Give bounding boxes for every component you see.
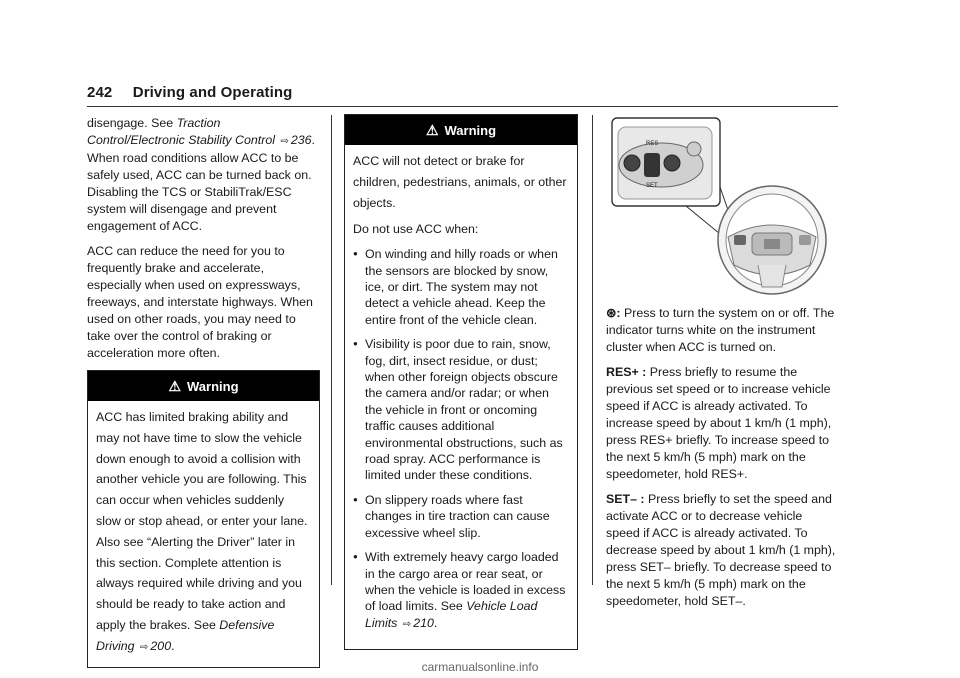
reference-link[interactable]: Vehicle Load Limits [365,599,538,630]
paragraph-disengage: disengage. See Traction Control/Electronic Stability Control ⇨ 236. When road conditions allow ACC to be safely used, ACC can be turned back on. Disabling the TCS or StabiliTrak/ESC system will disengage and prevent engagement of ACC. [87,116,315,233]
warning-paragraph: ACC will not detect or brake for children, pedestrians, animals, or other objects. [353,154,567,210]
page-arrow-icon: ⇨ [140,641,149,653]
set-label: SET– : [606,492,645,506]
onoff-description: ⊛: Press to turn the system on or off. The indicator turns white on the instrument cluster when ACC is turned on. [606,306,835,354]
page-number: 242 [87,84,113,101]
steering-wheel-illustration [606,115,838,295]
list-item: ● Visibility is poor due to rain, snow, fog, dirt, insect residue, or dust; when other foreign objects obscure the camera and/or radar; or when the vehicle in front or oncoming traffic causes additional environmental obstructions, such as road spray. ACC performance is limited under these conditions. [353,336,569,484]
paragraph-acc-reduce: ACC can reduce the need for you to frequently brake and accelerate, especially when used on expressways, freeways, and interstate highways. When used on other roads, you may need to take over the control of braking or acceleration more often. [87,244,313,360]
warning-header: ⚠ Warning [88,371,319,401]
column-divider [331,115,332,585]
warning-paragraph: Do not use ACC when: [353,222,479,237]
page-arrow-icon: ⇨ [402,618,412,630]
res-description: RES+ : Press briefly to resume the previous set speed or to increase vehicle speed if ACC is already activated. To increase speed by about 1 km/h (1 mph), press RES+ briefly. To increase speed to the next 5 km/h (5 mph) mark on the speedometer, hold RES+. [606,365,832,481]
column-divider [592,115,593,585]
warning-box [344,114,578,650]
reference-link[interactable]: Defensive Driving [96,617,275,653]
figure-res-label: RES [646,141,659,147]
warning-triangle-icon: ⚠ [425,122,439,138]
list-item: ● With extremely heavy cargo loaded in the cargo area or rear seat, or when the vehicle is loaded in excess of load limits. See Vehicle Load Limits ⇨ 210. [353,549,569,633]
reference-link[interactable]: Traction Control/Electronic Stability Control [87,116,276,147]
list-item: ● On winding and hilly roads or when the sensors are blocked by snow, ice, or dirt. The system may not detect a vehicle ahead. Keep the entire front of the vehicle clean. [353,246,569,328]
list-item: ● On slippery roads where fast changes in tire traction can cause excessive wheel slip. [353,492,569,541]
footer-watermark: carmanualsonline.info [421,660,539,674]
warning-body: ACC has limited braking ability and may not have time to slow the vehicle down enough to avoid a collision with another vehicle you are following. This can occur when vehicles suddenly slow or stop ahead, or enter your lane. Also see “Alerting the Driver” later in this section. Complete attention is always required while driving and you should be ready to take action and apply the brakes. See Defensive Driving ⇨ 200. [96,410,308,653]
warning-body [345,145,577,649]
set-description: SET– : Press briefly to set the speed and activate ACC or to decrease vehicle speed if ACC is already activated. To decrease speed by about 1 km/h (1 mph), press SET– briefly. To decrease speed to the next 5 km/h (5 mph) mark on the speedometer, hold SET–. [606,492,836,608]
page-header [87,84,838,107]
column-right [606,115,838,618]
warning-box [87,370,320,668]
figure-set-label: SET [646,183,658,189]
column-middle [344,114,578,650]
page-arrow-icon: ⇨ [280,136,289,147]
bullet-list [353,246,569,633]
warning-triangle-icon: ⚠ [168,378,182,394]
section-title: Driving and Operating [132,84,293,101]
column-left [87,115,320,668]
warning-header: ⚠ Warning [345,115,577,145]
steering-wheel-figure [606,115,838,295]
acc-onoff-icon: ⊛ [606,306,617,320]
res-label: RES+ : [606,365,647,379]
